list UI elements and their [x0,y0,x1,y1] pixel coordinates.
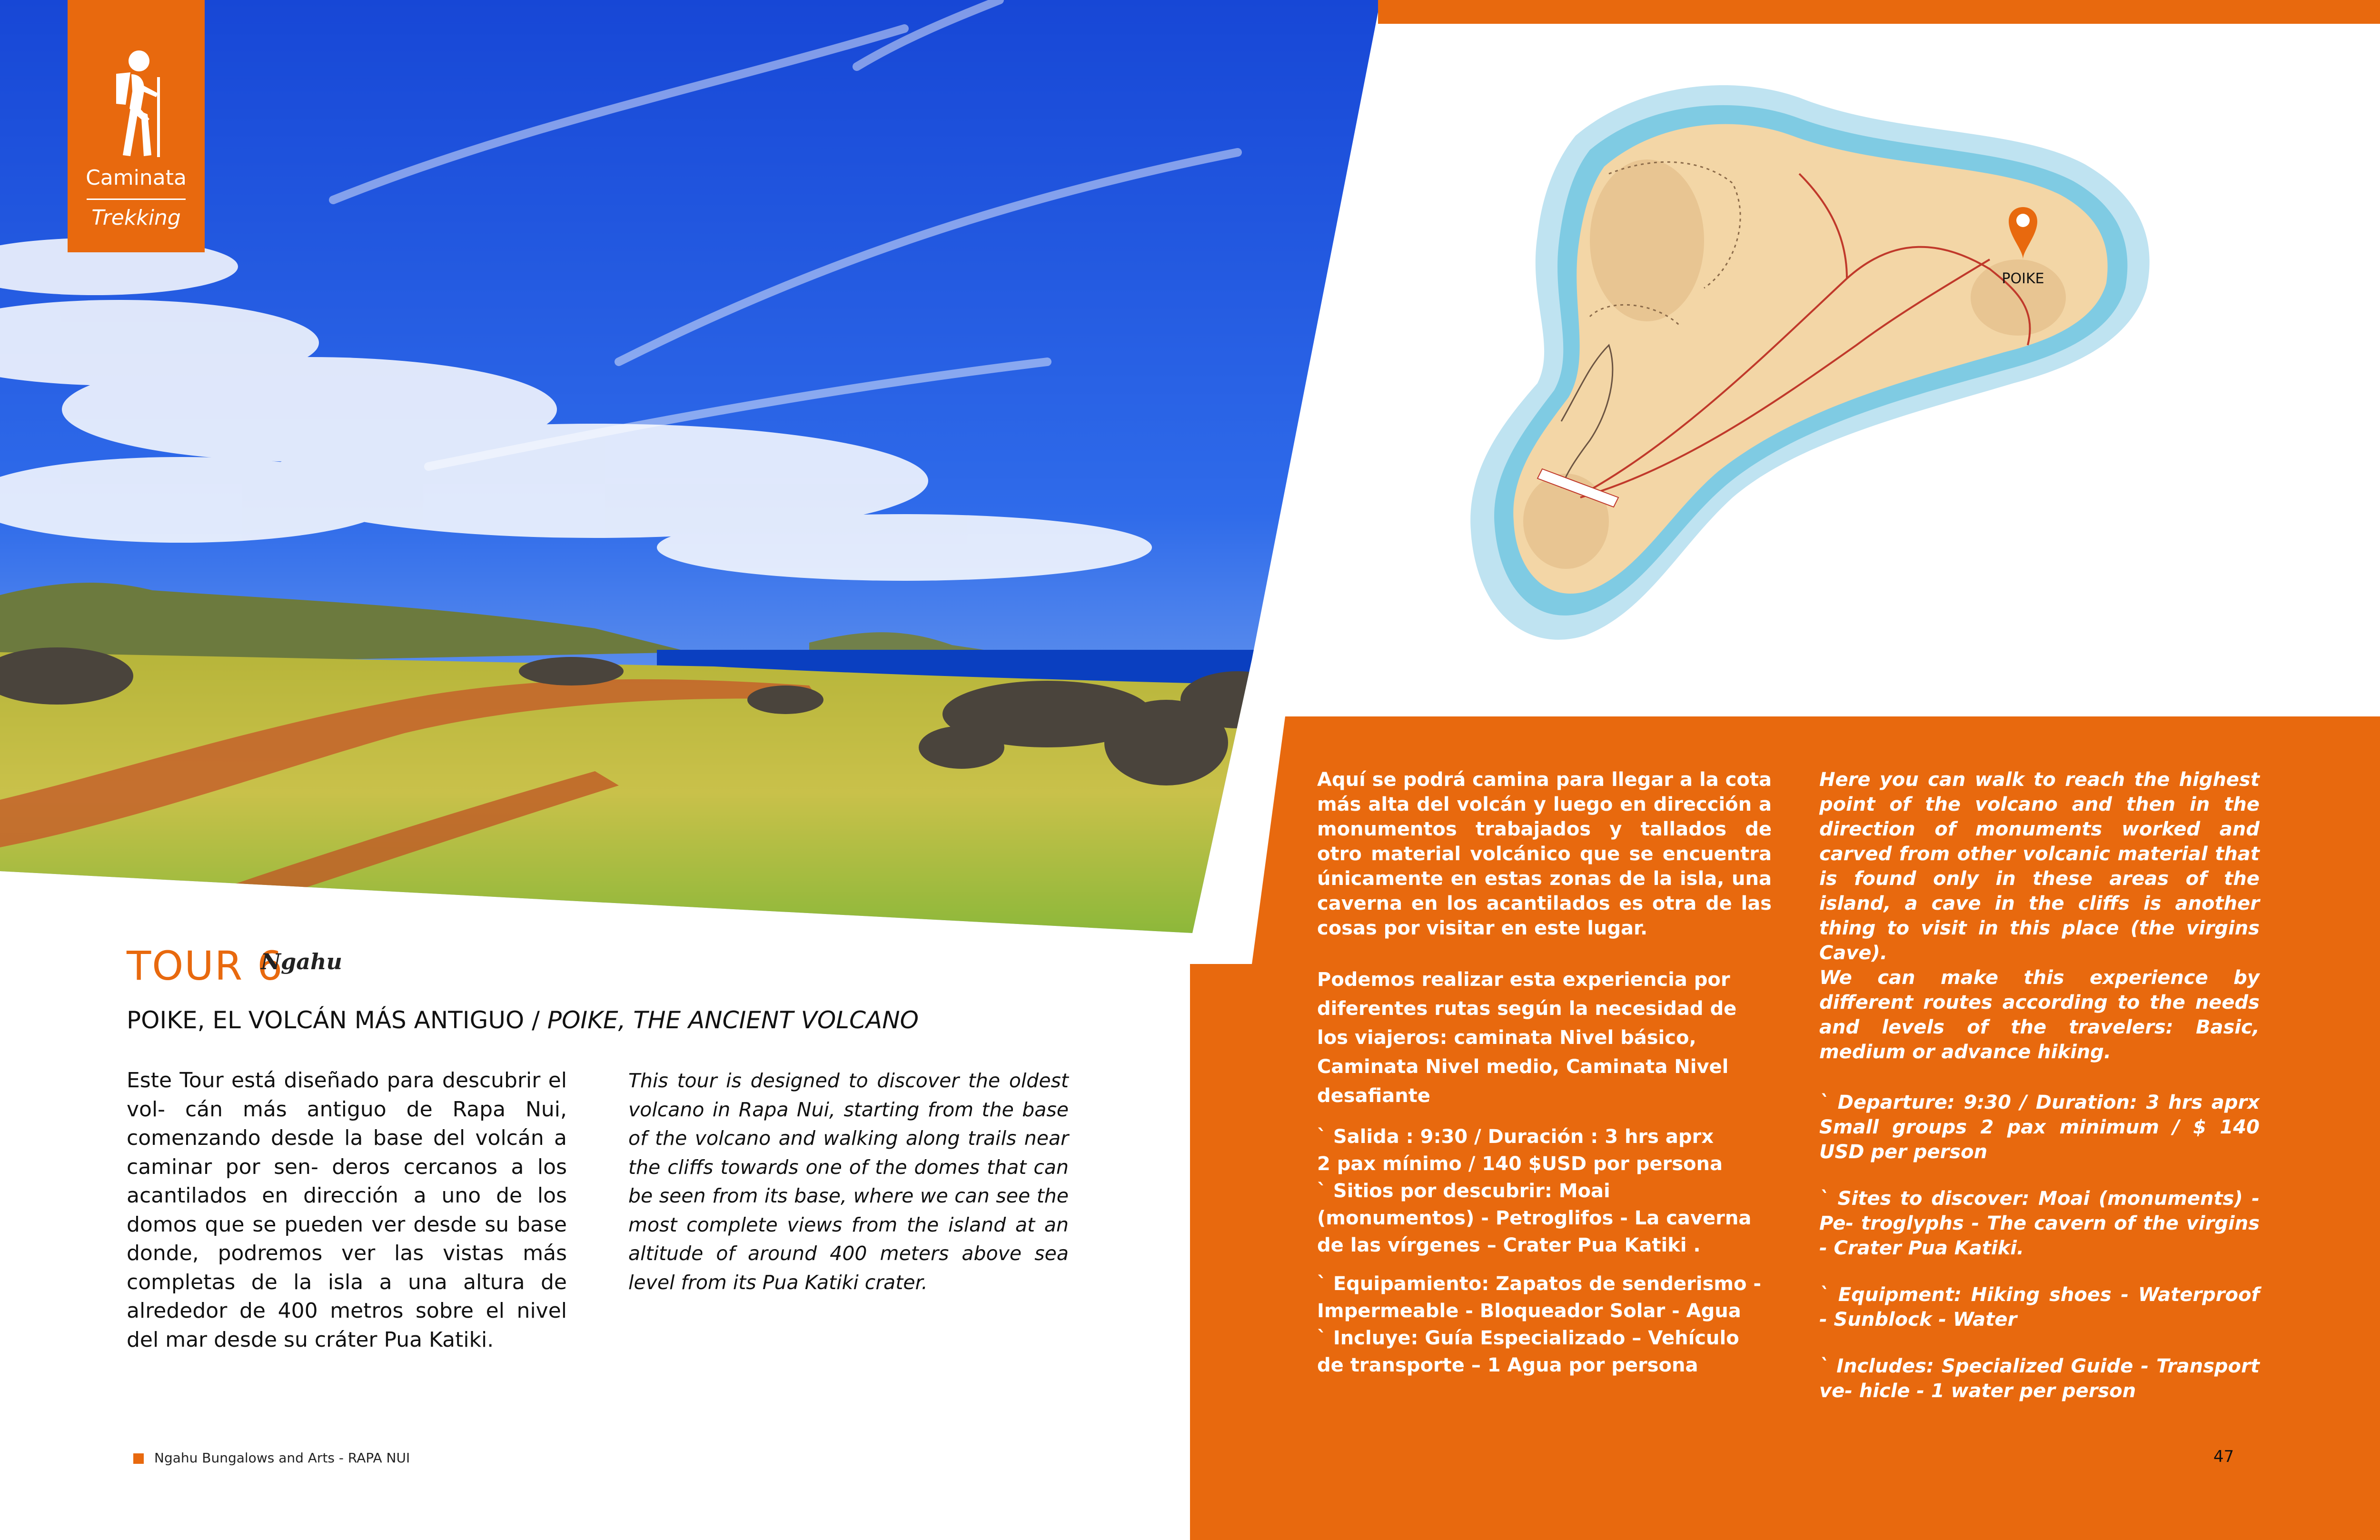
subtitle-es: POIKE, EL VOLCÁN MÁS ANTIGUO [127,1006,525,1034]
footer-text: Ngahu Bungalows and Arts - RAPA NUI [154,1450,410,1466]
equipment-en: ` Equipment: Hiking shoes - Waterproof - Sunblock - Water [1819,1284,2260,1331]
hiker-icon [102,48,170,157]
description-en: This tour is designed to discover the oldest volcano in Rapa Nui, starting from the base of the volcano and walking along trails near the cliffs towards one of the domes that can be seen from its base, where we can see the most complete views from the island at an altitude of around 400 meters above sea level from its Pua Katiki crater. [628,1069,1069,1294]
header-bar [1378,0,2380,24]
includes-en: ` Includes: Specialized Guide - Transport ve- hicle - 1 water per person [1819,1355,2260,1402]
panel-intro-es: Aquí se podrá camina para llegar a la cota más alta del volcán y luego en dirección a monumentos trabajados y tallados de otro material volcánico que se encuentra únicamente en estas zonas de la isla, una caverna en los acantilados es otra de las cosas por visitar en este lugar. [1317,769,1772,939]
tour-title: TOUR 6 [127,943,284,989]
footer-square-icon [133,1453,144,1464]
departure-en: ` Departure: 9:30 / Duration: 3 hrs aprx Small groups 2 pax minimum / $ 140 USD per person [1819,1092,2260,1163]
category-label-en: Trekking [91,206,181,230]
sites-es: ` Sitios por descubrir: Moai (monumentos) - Petroglifos - La caverna de las vírgenes – Crater Pua Katiki . [1317,1180,1752,1256]
panel-details-es [1317,1123,1762,1379]
brand-logo [261,949,342,974]
panel-routes-en: We can make this experience by different routes according to the needs and levels of the travelers: Basic, medium or advance hiking. [1819,967,2260,1063]
brand-logo-text: Ngahu [261,949,342,974]
includes-es: ` Incluye: Guía Especializado – Vehículo de transporte – 1 Agua por persona [1317,1327,1739,1376]
equipment-es: ` Equipamiento: Zapatos de senderismo - Impermeable - Bloqueador Solar - Agua [1317,1273,1761,1322]
groups-es: 2 pax mínimo / 140 $USD por persona [1317,1153,1723,1175]
page-number: 47 [2213,1447,2234,1466]
island-map [1466,79,2194,674]
panel-routes-es: Podemos realizar esta experiencia por diferentes rutas según la necesidad de los viajeros: caminata Nivel básico, Caminata Nivel medio, Caminata Nivel desafiante [1317,969,1737,1107]
subtitle-en: POIKE, THE ANCIENT VOLCANO [547,1006,919,1034]
category-badge [68,0,205,252]
badge-divider [87,199,186,200]
panel-details-en [1819,1090,2260,1403]
panel-intro-en: Here you can walk to reach the highest point of the volcano and then in the direction of monuments worked and carved from other volcanic material that is found only in these areas of the island, a cave in the cliffs is another thing to visit in this place (the virgins Cave). [1819,769,2260,964]
map-marker-label: POIKE [2002,270,2044,287]
description-es: Este Tour está diseñado para descubrir el vol- cán más antiguo de Rapa Nui, comenzando desde la base del volcán a caminar por sen- deros cercanos a los acantilados en dirección a uno de los domos que se pueden ver desde su base donde, podremos ver las vistas más completas de la isla a una altura de alrededor de 400 metros sobre el nivel del mar desde su cráter Pua Katiki. [127,1068,567,1352]
tour-subtitle [127,1006,919,1034]
category-label-es: Caminata [86,166,187,190]
landscape-photo [0,0,1380,933]
subtitle-separator: / [524,1006,547,1034]
sites-en: ` Sites to discover: Moai (monuments) - Pe- troglyphs - The cavern of the virgins - Crater Pua Katiki. [1819,1188,2260,1259]
footer [133,1450,410,1466]
departure-es: ` Salida : 9:30 / Duración : 3 hrs aprx [1317,1126,1714,1148]
